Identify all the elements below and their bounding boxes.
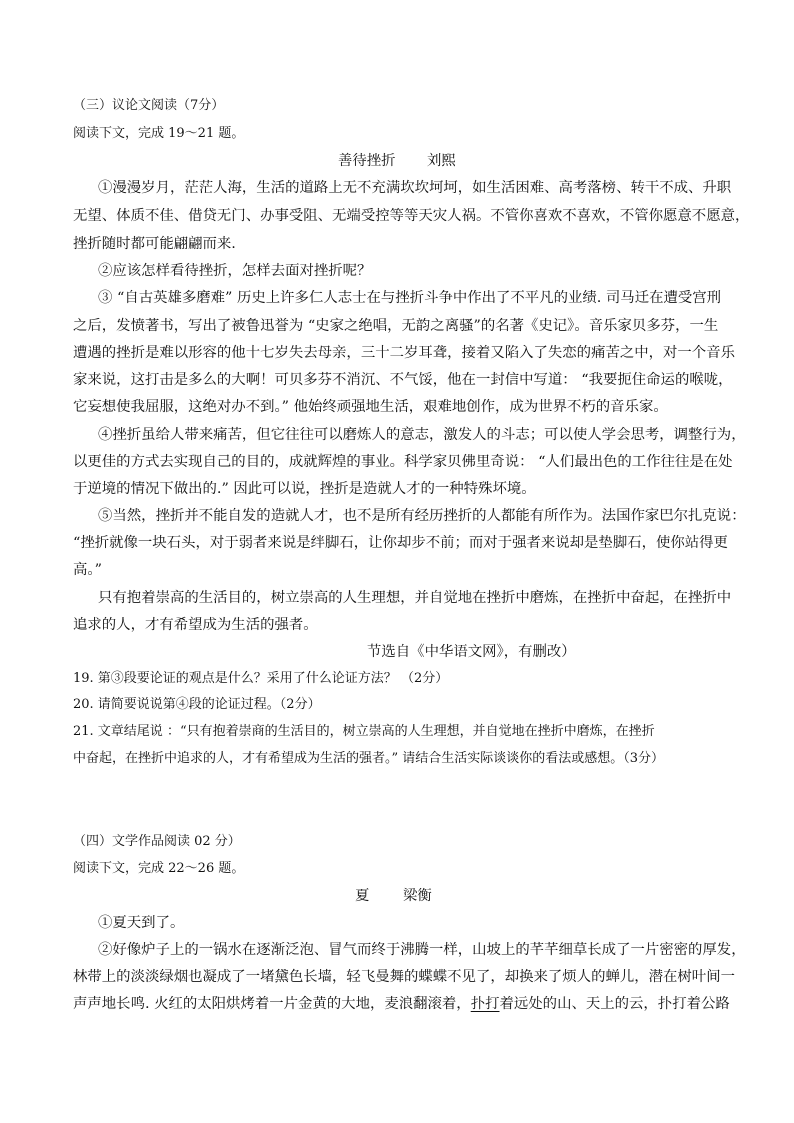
question-21-line-2: 中奋起，在挫折中追求的人，才有希望成为生活的强者。” 请结合生活实际谈谈你的看法或感想。（3分） [73,751,665,766]
story-paragraph-2-line-3 [73,994,730,1014]
section4-header: （四）文学作品阅读 02 分） [73,834,241,849]
paragraph-3-line-3: 遭遇的挫折是难以形容的他十七岁失去母亲，三十二岁耳聋，接着又陷入了失恋的痛苦之中，对一个音乐 [73,345,735,361]
paragraph-5-line-3: 高。” [73,562,102,578]
question-21-line-1: 21. 文章结尾说 ：“只有抱着崇商的生活目的，树立崇高的人生理想，并自觉地在挫折中磨炼，在挫折 [73,724,655,739]
question-19: 19. 第③段要论证的观点是什么？采用了什么论证方法？ （2分） [73,671,449,686]
paragraph-4-line-2: 以更佳的方式去实现自己的目的，成就辉煌的事业。科学家贝佛里奇说： “人们最出色的工作往往是在处 [73,454,733,470]
paragraph-3-line-1: ③ “自古英雄多磨难” 历史上许多仁人志士在与挫折斗争中作出了不平凡的业绩. 司马迁在遭受宫刑 [98,290,722,306]
paragraph-6-line-1: 只有抱着崇高的生活目的，树立崇高的人生理想，并自觉地在挫折中磨炼，在挫折中奋起，在挫折中 [98,590,732,606]
paragraph-5-line-1: ⑤当然，挫折并不能自发的造就人才，也不是所有经历挫折的人都能有所作为。法国作家巴尔扎克说： [98,508,746,524]
section3-instruction: 阅读下文，完成 19～21 题。 [73,126,245,141]
paragraph-3-line-4: 家来说，这打击是多么的大啊！可贝多芬不消沉、不气馁，他在一封信中写道： “我要扼住命运的喉咙， [73,372,733,388]
paragraph-2: ②应该怎样看待挫折，怎样去面对挫折呢？ [98,263,372,279]
paragraph-1-line-1: ①漫漫岁月，茫茫人海，生活的道路上无不充满坎坎坷坷，如生活困难、高考落榜、转干不成、升职 [98,180,732,196]
story-title: 夏 [355,888,370,904]
paragraph-3-line-2: 之后，发愤著书，写出了被鲁迅誉为 “史家之绝唱，无韵之离骚”的名著《史记》。音乐家贝多芬，一生 [73,318,719,334]
story-paragraph-2-line-3-text: 声声地长鸣. 火红的太阳烘烤着一片金黄的大地，麦浪翻滚着， [73,996,471,1012]
article-author: 刘熙 [427,153,456,169]
paragraph-3-line-5: 它妄想使我屈服，这绝对办不到。” 他始终顽强地生活，艰难地创作，成为世界不朽的音乐家。 [73,399,668,415]
story-paragraph-1: ①夏天到了。 [98,915,185,931]
paragraph-1-line-3: 挫折随时都可能翩翩而来. [73,236,236,252]
story-paragraph-2-line-3-tail: 着远处的山、天上的云，扑打着公路 [499,996,730,1012]
section3-header: （三）议论文阅读（7分） [73,98,225,113]
underlined-word: 扑打 [470,996,500,1012]
paragraph-6-line-2: 追求的人，才有希望成为生活的强者。 [73,617,318,633]
paragraph-5-line-2: “挫折就像一块石头，对于弱者来说是绊脚石，让你却步不前；而对于强者来说却是垫脚石，使你站得更 [73,535,728,551]
paragraph-4-line-3: 于逆境的情况下做出的.” 因此可以说，挫折是造就人才的一种特殊坏境。 [73,481,536,497]
paragraph-4-line-1: ④挫折虽给人带来痛苦，但它往往可以磨炼人的意志，激发人的斗志；可以使人学会思考，调整行为， [98,427,746,443]
story-paragraph-2-line-2: 林带上的淡淡绿烟也凝成了一堵黛色长墙，轻飞曼舞的蝶蝶不见了，却换来了烦人的蝉儿，潜在树叶间一 [73,969,735,985]
story-author: 梁衡 [403,888,432,904]
story-paragraph-2-line-1: ②好像炉子上的一锅水在逐渐泛泡、冒气而终于沸腾一样，山坡上的芊芊细草长成了一片密密的厚发， [98,942,746,958]
article-title: 善待挫折 [338,153,396,169]
article-source: 节选自《中华语文网》，有删改） [367,644,576,660]
section4-instruction: 阅读下文，完成 22～26 题。 [73,861,245,876]
question-20: 20. 请简要说说第④段的论证过程。（2分） [73,697,321,712]
paragraph-1-line-2: 无望、体质不佳、借贷无门、办事受阻、无端受控等等天灾人祸。不管你喜欢不喜欢，不管你愿意不愿意， [73,208,750,224]
